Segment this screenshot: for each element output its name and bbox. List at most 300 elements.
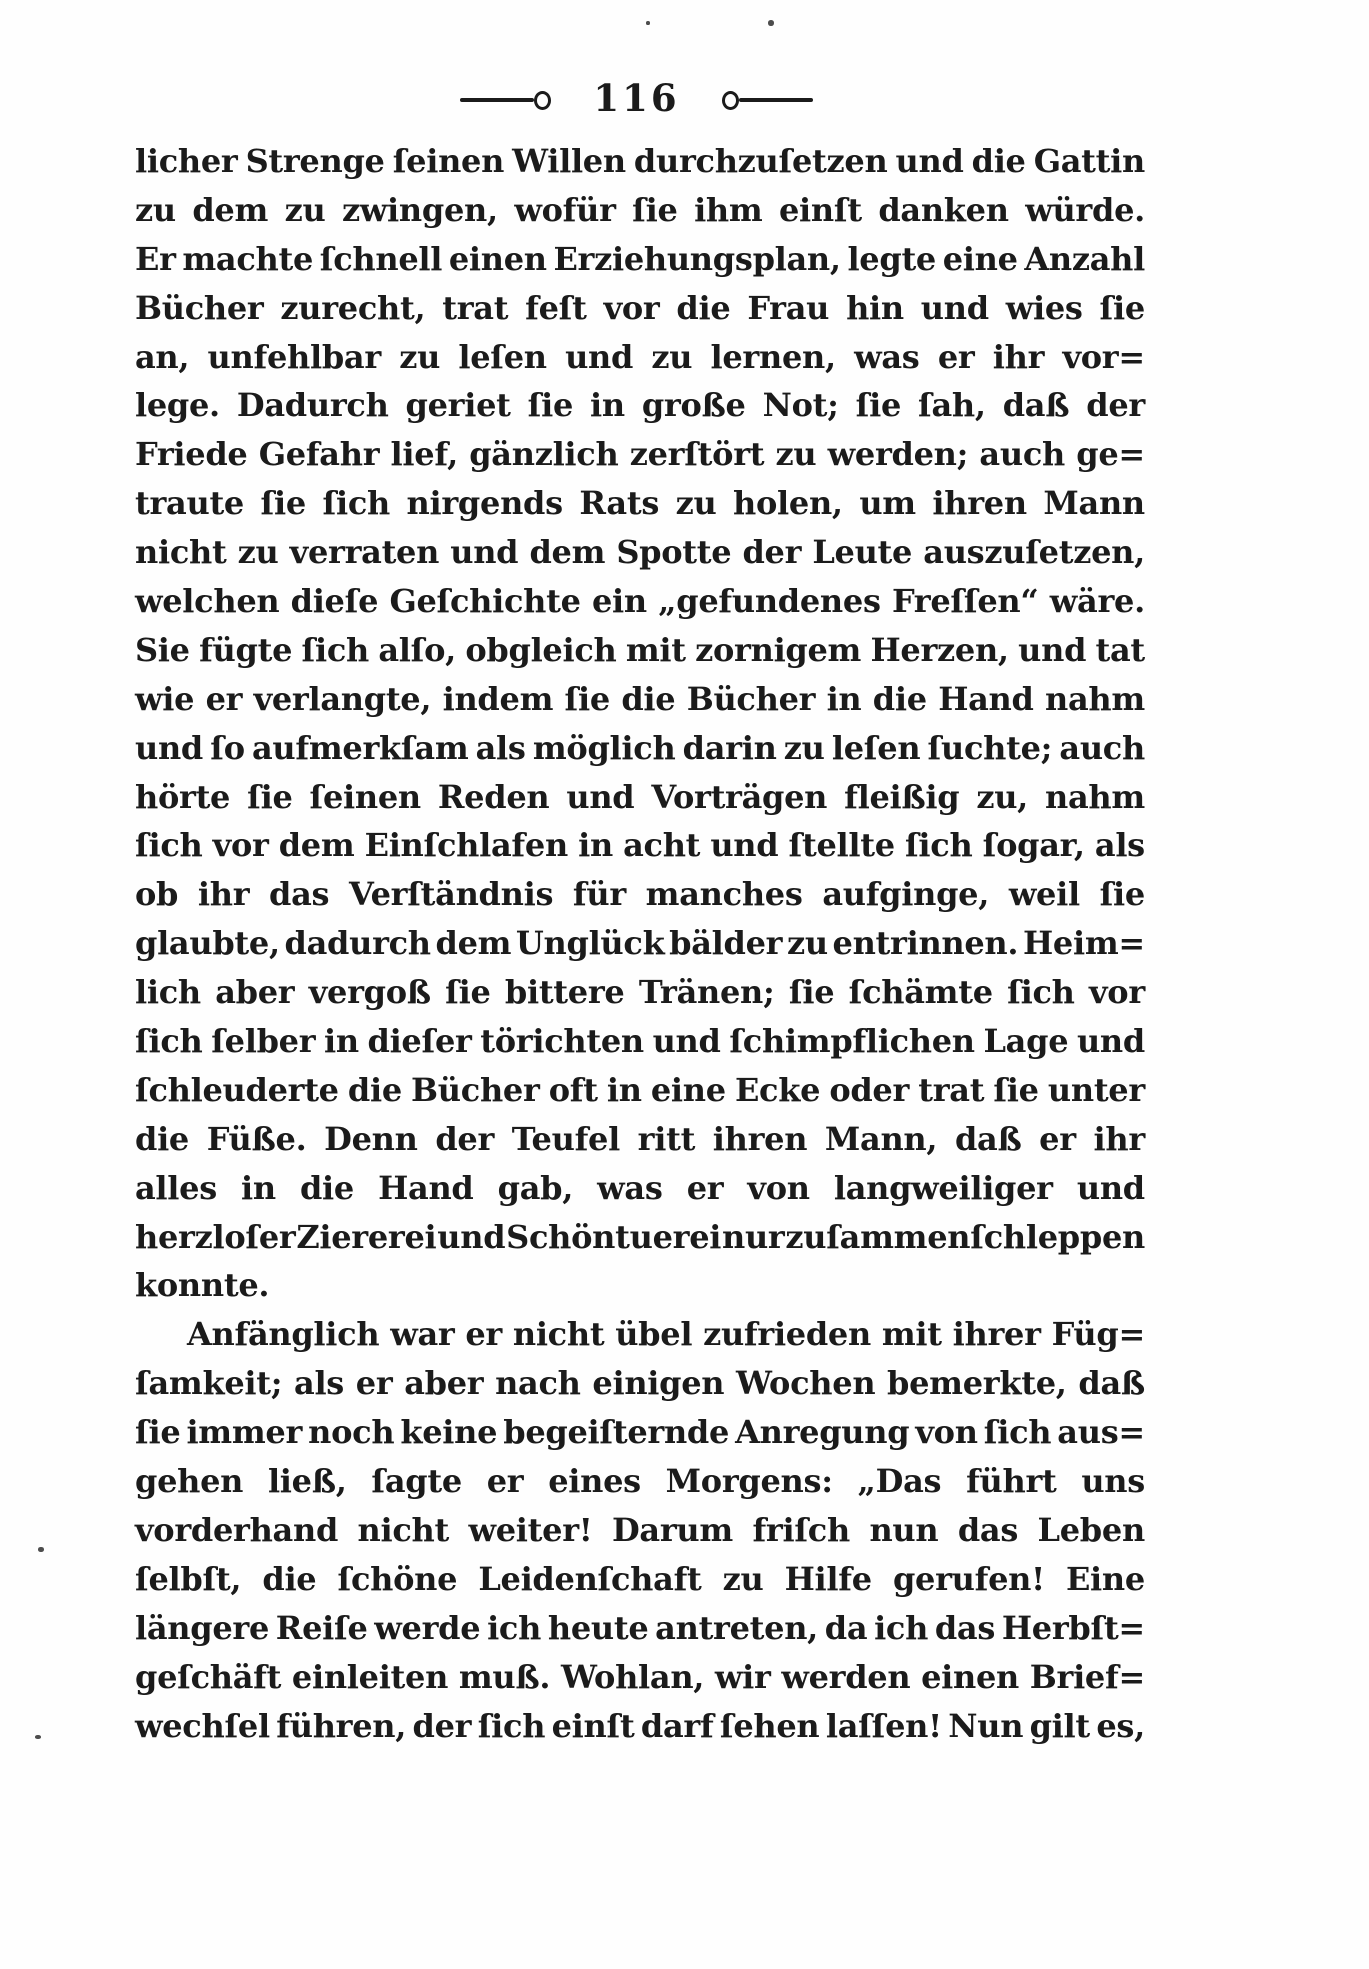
word: zwingen, [341,190,498,229]
text-line [135,1071,1145,1120]
word: als [475,728,526,767]
word: laſſen! [825,1706,942,1745]
word: geriet [405,386,511,425]
word: muß. [458,1657,551,1696]
word: Bücher [686,679,816,718]
word: vergoß [308,973,431,1012]
word: Brief= [1029,1657,1145,1696]
text-line [135,1218,1145,1267]
word: ihren [932,484,1027,523]
word: ich [487,1608,542,1647]
word: ſelbſt, [135,1559,242,1598]
word: das [957,1510,1019,1549]
word: und [437,1217,506,1256]
word: werden [781,1657,911,1696]
word: darf [640,1706,714,1745]
word: in [323,1022,359,1061]
word: nahm [1045,679,1145,718]
word: Heim= [1022,924,1145,963]
word: der [412,1706,472,1745]
word: das [269,875,330,914]
word: leſen [458,337,547,376]
word: Denn [324,1119,418,1158]
paragraph [135,1315,1145,1755]
word: Hilfe [784,1559,872,1598]
word: alſo, [378,630,457,669]
word: dem [435,924,512,963]
word: Wochen [736,1364,876,1403]
word: Bücher [135,288,264,327]
word: Willen [512,142,626,180]
word: heute [547,1608,649,1647]
word: legte [847,239,936,278]
word: Hand [938,679,1034,718]
word: Geſchichte [389,582,581,621]
word: eines [548,1462,641,1501]
word: zuſammenſchleppen [785,1217,1145,1256]
word: die [872,679,927,718]
word: leſen [831,728,921,767]
word: ſamkeit; [135,1364,283,1403]
word: daß [954,1119,1022,1158]
word: entrinnen. [832,924,1019,963]
word: er [355,1364,393,1403]
word: in [826,679,862,718]
word: „gefundenes [658,582,881,621]
word: ein [591,582,647,621]
word: werden; [827,435,969,474]
word: auch [979,435,1065,474]
word: Dadurch [236,386,389,425]
word: Mann [1043,484,1145,523]
word: antreten, [655,1608,819,1647]
word: ihren [712,1119,808,1158]
word: und [1076,1168,1145,1207]
word: in [606,1070,642,1109]
word: dieſe [290,582,379,621]
word: er [937,337,975,376]
word: ſich [904,826,973,865]
word: fügte [199,630,293,669]
word: wäre. [1049,582,1145,621]
word: aus= [1057,1413,1145,1452]
word: nun [869,1510,939,1549]
word: ſich [477,1706,546,1745]
word: ſie [788,973,835,1012]
word: wir [714,1657,771,1696]
word: er [465,1315,502,1354]
word: ſich [301,630,369,669]
word: aber [215,973,295,1012]
text-line [135,1511,1145,1560]
word: lege. [135,386,220,425]
word: ſie [527,386,574,425]
word: Wohlan, [561,1657,705,1696]
word: weil [1008,875,1080,914]
word: nahm [1045,777,1145,816]
word: ſah, [918,386,986,425]
word: werde [374,1608,481,1647]
text-line [135,582,1145,631]
word: zurecht, [280,288,426,327]
word: Reden [437,777,550,816]
word: zu, [976,777,1029,816]
word: Anregung [735,1413,910,1452]
word: eine [650,1070,726,1109]
word: „Das [857,1462,942,1501]
word: da [824,1608,868,1647]
word: ritt [637,1119,696,1158]
word: uns [1081,1462,1145,1501]
word: zerſtört [629,435,765,474]
word: von [915,1413,978,1452]
text-block [135,142,1145,1755]
word: wechſel [135,1706,270,1745]
word: ſich [135,1022,203,1061]
word: einſt [551,1706,635,1745]
word: ſich [1007,973,1075,1012]
word: Teufel [511,1119,620,1158]
word: Nun [948,1706,1024,1745]
word: verlangte, [253,679,432,718]
word: mit [625,630,686,669]
word: tat [1095,630,1145,669]
word: zu [786,924,828,963]
word: geſchäft [135,1657,282,1696]
word: ſich [322,484,390,523]
word: ſtellte [788,826,895,865]
text-line [135,1169,1145,1218]
word: würde. [1025,190,1145,229]
word: unfehlbar [207,337,381,376]
word: gerufen! [892,1559,1045,1598]
word: Strenge [245,142,385,180]
text-line [135,338,1145,387]
ornament-rule-right-icon [739,98,813,102]
word: um [859,484,916,523]
word: ſie [135,1413,181,1452]
word: die [971,142,1026,180]
scan-speck [646,21,650,25]
word: Bücher [411,1070,540,1109]
word: die [135,1119,189,1158]
word: Lage [983,1022,1069,1061]
word: langweiliger [833,1168,1053,1207]
paragraph [135,142,1145,1315]
word: ſagte [371,1462,462,1501]
word: herzloſer [135,1217,296,1256]
word: bälder [669,924,783,963]
word: Leben [1037,1510,1145,1549]
word: Unglück [515,924,665,963]
word: und [566,777,635,816]
word: nicht [135,533,227,572]
text-line [135,1658,1145,1707]
word: was [597,1168,663,1207]
text-line [135,778,1145,827]
word: daß [1078,1364,1145,1403]
word: der [742,533,802,572]
word: obgleich [465,630,617,669]
word: er [1039,1119,1076,1158]
word: ihm [694,190,763,229]
word: hin [846,288,904,327]
word: aber [404,1364,484,1403]
word: die [676,288,731,327]
text-line [135,1609,1145,1658]
word: ſie [632,190,678,229]
word: vor [212,826,269,865]
word: danken [878,190,1009,229]
word: Vorträgen [651,777,828,816]
word: ſogar, [982,826,1085,865]
word: gab, [497,1168,574,1207]
word: längere [135,1608,270,1647]
word: auch [1059,728,1145,767]
word: und [135,728,204,767]
scan-speck [38,1547,44,1552]
text-line [135,142,1145,191]
word: wie [135,679,195,718]
word: ihr [197,875,250,914]
word: zu [722,1559,764,1598]
word: törichten [480,1022,644,1061]
text-line [135,1315,1145,1364]
text-line [135,435,1145,484]
word: ſchöne [337,1559,458,1598]
word: Er [135,239,176,278]
word: ſehen [719,1706,820,1745]
word: ge= [1076,435,1145,474]
word: ließ, [267,1462,347,1501]
word: dem [278,826,355,865]
word: ſie [564,679,610,718]
word: ſie [1099,288,1145,327]
word: feſt [525,288,587,327]
word: ich [874,1608,929,1647]
ornament-circle-left-icon [534,91,551,110]
text-line [135,289,1145,338]
word: bittere [504,973,625,1012]
word: und [652,1022,721,1061]
word: die [262,1559,317,1598]
word: licher [135,142,238,180]
word: Anzahl [1024,239,1145,278]
word: Einſchlafen [364,826,568,865]
word: Verſtändnis [349,875,554,914]
word: Gattin [1033,142,1145,180]
word: nicht [512,1315,605,1354]
text-line: konnte. [135,1266,270,1305]
word: Spotte [616,533,732,572]
word: mit [881,1315,942,1354]
word: vor [603,288,660,327]
word: Gefahr [258,435,380,474]
ornament-circle-right-icon [722,91,739,110]
word: in [578,826,613,865]
word: holen, [733,484,843,523]
word: keine [400,1413,498,1452]
word: ob [135,875,179,914]
word: ſie [445,973,491,1012]
word: ſeinen [309,777,421,816]
text-line [135,533,1145,582]
word: nach [495,1364,581,1403]
word: ſeinen [392,142,505,180]
word: aufmerkſam [252,728,469,767]
word: Reiſe [275,1608,368,1647]
word: als [294,1364,345,1403]
word: war [390,1315,455,1354]
text-line [135,484,1145,533]
text-line [135,973,1145,1022]
word: Frau [747,288,830,327]
word: er [486,1462,524,1501]
word: vor= [1062,337,1145,376]
word: nur [722,1217,785,1256]
word: Sie [135,630,190,669]
text-line [135,191,1145,240]
word: trat [918,1070,985,1109]
word: ſich [983,1413,1052,1452]
text-line [135,631,1145,680]
word: immer [186,1413,303,1452]
word: lich [135,973,201,1012]
word: ihr [992,337,1045,376]
word: Leidenſchaft [478,1559,702,1598]
word: ſie [993,1070,1039,1109]
word: lernen, [710,337,836,376]
word: oft [548,1070,598,1109]
word: welchen [135,582,280,621]
word: zornigem [695,630,862,669]
word: traute [135,484,244,523]
word: der [1086,386,1145,425]
word: ſuchte; [927,728,1053,767]
word: Füg= [1051,1315,1145,1354]
word: dieſer [367,1022,472,1061]
word: als [1094,826,1145,865]
text-line [135,826,1145,875]
word: Friede [135,435,248,474]
word: Ecke [734,1070,821,1109]
word: ſelber [211,1022,316,1061]
text-line [135,1413,1145,1462]
word: lief, [390,435,458,474]
word: ſie [855,386,902,425]
word: indem [442,679,554,718]
word: gänzlich [469,435,619,474]
word: ſo [210,728,245,767]
ornament-rule-left-icon [460,98,534,102]
word: und [920,288,989,327]
text-line [135,386,1145,435]
scan-speck [35,1735,41,1739]
word: Mann, [824,1119,938,1158]
text-line [135,1707,1145,1756]
word: er [686,1168,724,1207]
word: gehen [135,1462,244,1501]
word: Freſſen“ [891,582,1039,621]
word: was [854,337,920,376]
text-line [135,1120,1145,1169]
word: ſchimpflichen [729,1022,975,1061]
word: trat [442,288,509,327]
word: alles [135,1168,217,1207]
word: Schöntuerei [506,1217,722,1256]
word: Rats [579,484,660,523]
word: Ziererei [296,1217,437,1256]
word: Darum [611,1510,733,1549]
word: einſt [778,190,862,229]
word: in [590,386,625,425]
word: Not; [762,386,839,425]
word: das [934,1608,996,1647]
word: weiter! [468,1510,593,1549]
word: zu [783,728,825,767]
word: vor [1088,973,1145,1012]
word: glaubte, [135,924,280,963]
text-line [135,1560,1145,1609]
word: unter [1047,1070,1145,1109]
page-number: 116 [593,76,680,120]
word: verraten [289,533,440,572]
word: und [710,826,779,865]
word: ſie [260,484,306,523]
word: auszuſetzen, [923,533,1145,572]
word: ihrer [952,1315,1041,1354]
word: nicht [357,1510,449,1549]
word: zu [775,435,817,474]
word: dadurch [284,924,431,963]
word: zufrieden [703,1315,871,1354]
word: fleißig [844,777,960,816]
word: führt [966,1462,1057,1501]
text-line [135,875,1145,924]
word: oder [829,1070,910,1109]
word: Anfänglich [187,1315,380,1354]
word: zu [675,484,717,523]
word: acht [623,826,701,865]
word: Eine [1065,1559,1145,1598]
word: Füße. [206,1119,307,1158]
word: von [747,1168,810,1207]
word: und [565,337,634,376]
word: Herzen, [870,630,1009,669]
word: einigen [592,1364,725,1403]
word: Herbſt= [1001,1608,1145,1647]
word: die [299,1168,354,1207]
page-header [0,76,1321,120]
text-line [135,729,1145,778]
text-line [135,240,1145,289]
word: bemerkte, [887,1364,1067,1403]
word: an, [135,337,190,376]
word: Leute [812,533,913,572]
word: große [641,386,746,425]
word: ſie [1099,875,1145,914]
word: noch [308,1413,395,1452]
word: darin [682,728,777,767]
word: ſchleuderte [135,1070,339,1109]
word: und [895,142,964,180]
word: der [435,1119,495,1158]
word: zu [237,533,279,572]
word: ſchämte [848,973,993,1012]
word: einen [448,239,547,278]
scan-speck [768,20,774,26]
word: einleiten [291,1657,449,1696]
